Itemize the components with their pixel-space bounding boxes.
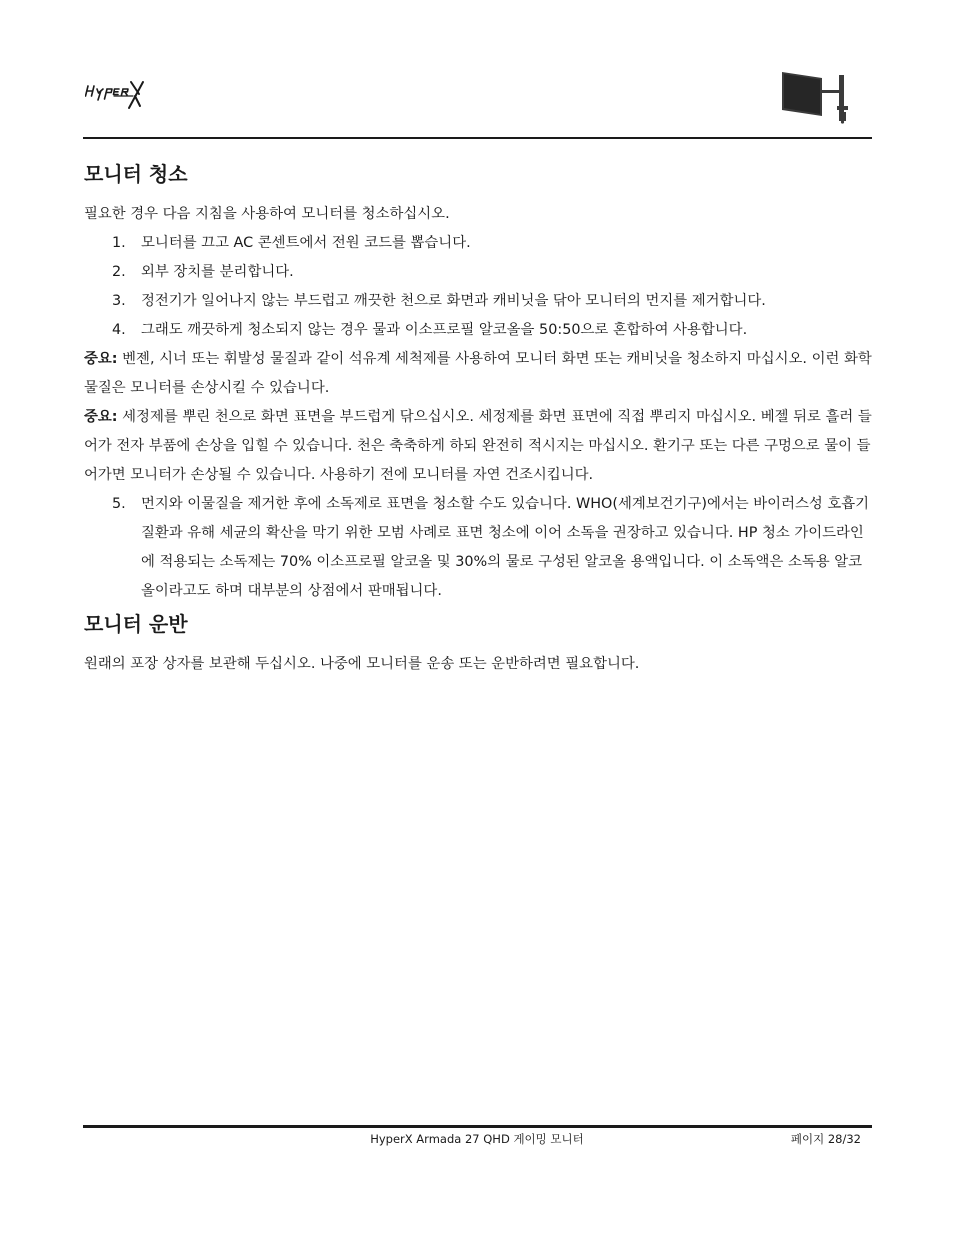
step-number: 4. — [112, 322, 126, 338]
list-item — [84, 258, 874, 287]
list-item — [84, 316, 874, 345]
cleaning-steps-list-continued — [84, 490, 874, 606]
step-text: 정전기가 일어나지 않는 부드럽고 깨끗한 천으로 화면과 캐비닛을 닦아 모니터의 먼지를 제거합니다. — [141, 293, 766, 309]
note-label: 중요: — [84, 351, 118, 367]
step-number: 5. — [112, 496, 126, 512]
step-number: 3. — [112, 293, 126, 309]
list-item — [84, 229, 874, 258]
monitor-arm-image — [780, 72, 852, 124]
note-text: 벤젠, 시너 또는 휘발성 물질과 같이 석유계 세척제를 사용하여 모니터 화면 또는 캐비닛을 청소하지 마십시오. 이런 화학 물질은 모니터를 손상시킬 수 있습니다. — [84, 351, 872, 396]
step-number: 1. — [112, 235, 126, 251]
page-content — [84, 158, 874, 679]
section-title-cleaning: 모니터 청소 — [84, 162, 188, 186]
step-text: 외부 장치를 분리합니다. — [141, 264, 294, 280]
cleaning-intro: 필요한 경우 다음 지침을 사용하여 모니터를 청소하십시오. — [84, 206, 450, 222]
note-label: 중요: — [84, 409, 118, 425]
cleaning-steps-list — [84, 229, 874, 345]
step-number: 2. — [112, 264, 126, 280]
footer-doc-title: HyperX Armada 27 QHD 게이밍 모니터 — [370, 1132, 584, 1146]
footer-page-number: 페이지 28/32 — [790, 1132, 861, 1146]
section-title-shipping: 모니터 운반 — [84, 612, 188, 636]
list-item — [84, 490, 874, 606]
important-note — [84, 345, 874, 403]
list-item — [84, 287, 874, 316]
footer-rule — [83, 1125, 872, 1128]
step-text: 먼지와 이물질을 제거한 후에 소독제로 표면을 청소할 수도 있습니다. WHO(세계보건기구)에서는 바이러스성 호흡기 질환과 유해 세균의 확산을 막기 위한 모범 사례로 표면 청소에 이어 소독을 권장하고 있습니다. HP 청소 가이드라인에 적용되는 소독제는 70% 이소프로필 알코올 및 30%의 물로 구성된 알코올 용액입니다. 이 소독액은 소독용 알코올이라고도 하며 대부분의 상점에서 판매됩니다. — [141, 496, 870, 599]
note-text: 세정제를 뿌린 천으로 화면 표면을 부드럽게 닦으십시오. 세정제를 화면 표면에 직접 뿌리지 마십시오. 베젤 뒤로 흘러 들어가 전자 부품에 손상을 입힐 수 있습니다. 천은 축축하게 하되 완전히 적시지는 마십시오. 환기구 또는 다른 구멍으로 물이 들어가면 모니터가 손상될 수 있습니다. 사용하기 전에 모니터를 자연 건조시킵니다. — [84, 409, 872, 483]
step-text: 그래도 깨끗하게 청소되지 않는 경우 물과 이소프로필 알코올을 50:50으로 혼합하여 사용합니다. — [141, 322, 748, 338]
important-note — [84, 403, 874, 490]
hyperx-logo — [85, 80, 180, 112]
header-rule — [83, 137, 872, 139]
step-text: 모니터를 끄고 AC 콘센트에서 전원 코드를 뽑습니다. — [141, 235, 471, 251]
shipping-text: 원래의 포장 상자를 보관해 두십시오. 나중에 모니터를 운송 또는 운반하려면 필요합니다. — [84, 656, 640, 672]
